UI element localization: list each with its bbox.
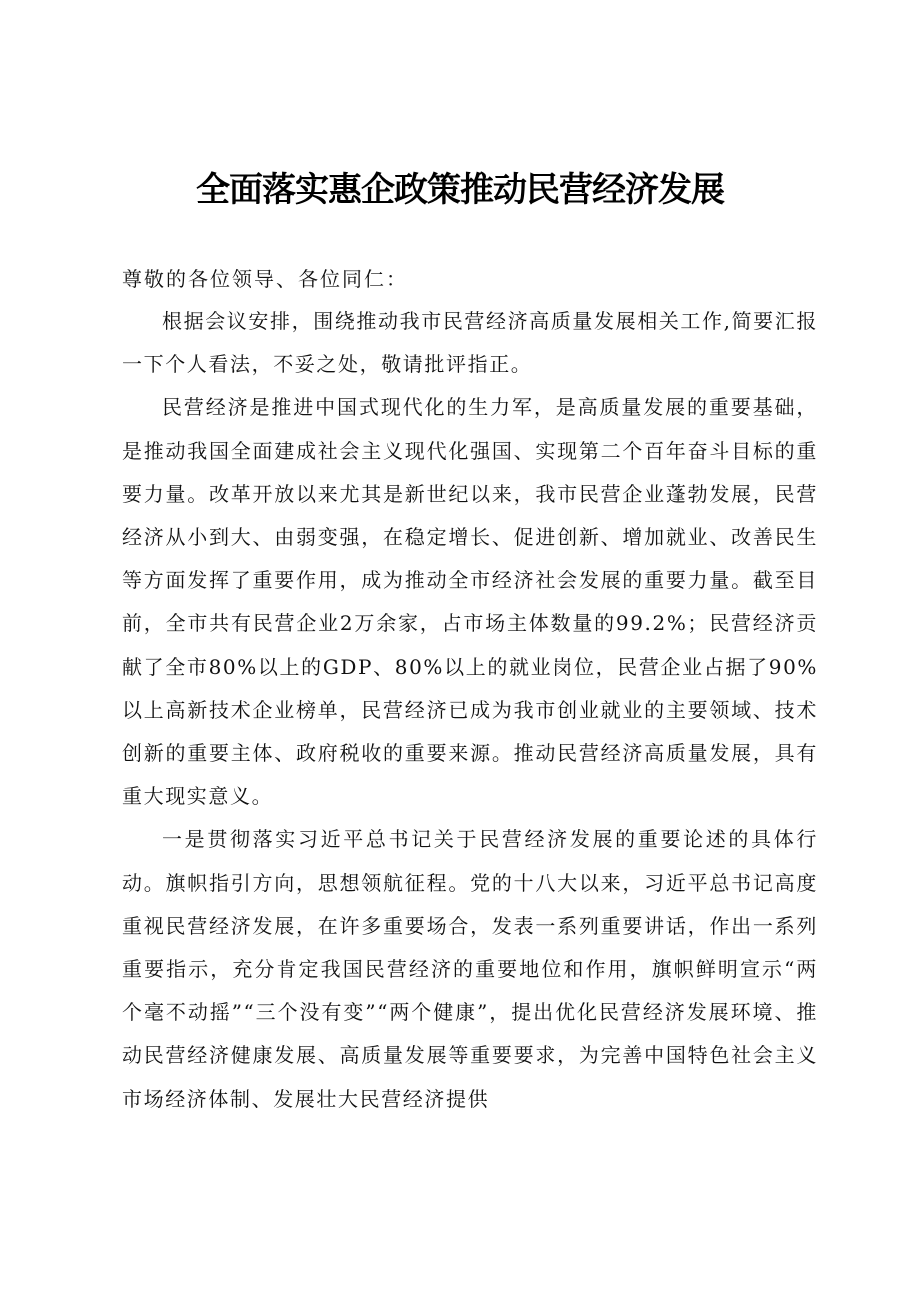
salutation: 尊敬的各位领导、各位同仁： bbox=[122, 267, 408, 291]
document-title: 全面落实惠企政策推动民营经济发展 bbox=[196, 170, 724, 210]
paragraph-point-one: 一是贯彻落实习近平总书记关于民营经济发展的重要论述的具体行动。旗帜指引方向，思想领航征程。党的十八大以来，习近平总书记高度重视民营经济发展，在许多重要场合，发表一系列重要讲话，作出一系列重要指示，充分肯定我国民营经济的重要地位和作用，旗帜鲜明宣示“两个毫不动摇”“三个没有变”“两个健康”，提出优化民营经济发展环境、推动民营经济健康发展、高质量发展等重要要求，为完善中国特色社会主义市场经济体制、发展壮大民营经济提供 bbox=[122, 827, 818, 1111]
paragraph-intro: 根据会议安排，围绕推动我市民营经济高质量发展相关工作,简要汇报一下个人看法，不妥之处，敬请批评指正。 bbox=[122, 309, 818, 377]
paragraph-significance: 民营经济是推进中国式现代化的生力军，是高质量发展的重要基础，是推动我国全面建成社会主义现代化强国、实现第二个百年奋斗目标的重要力量。改革开放以来尤其是新世纪以来，我市民营企业蓬勃发展，民营经济从小到大、由弱变强，在稳定增长、促进创新、增加就业、改善民生等方面发挥了重要作用，成为推动全市经济社会发展的重要力量。截至目前，全市共有民营企业2万余家，占市场主体数量的99.2%；民营经济贡献了全市80%以上的GDP、80%以上的就业岗位，民营企业占据了90%以上高新技术企业榜单，民营经济已成为我市创业就业的主要领域、技术创新的重要主体、政府税收的重要来源。推动民营经济高质量发展，具有重大现实意义。 bbox=[122, 395, 818, 809]
document-body bbox=[122, 258, 818, 1121]
